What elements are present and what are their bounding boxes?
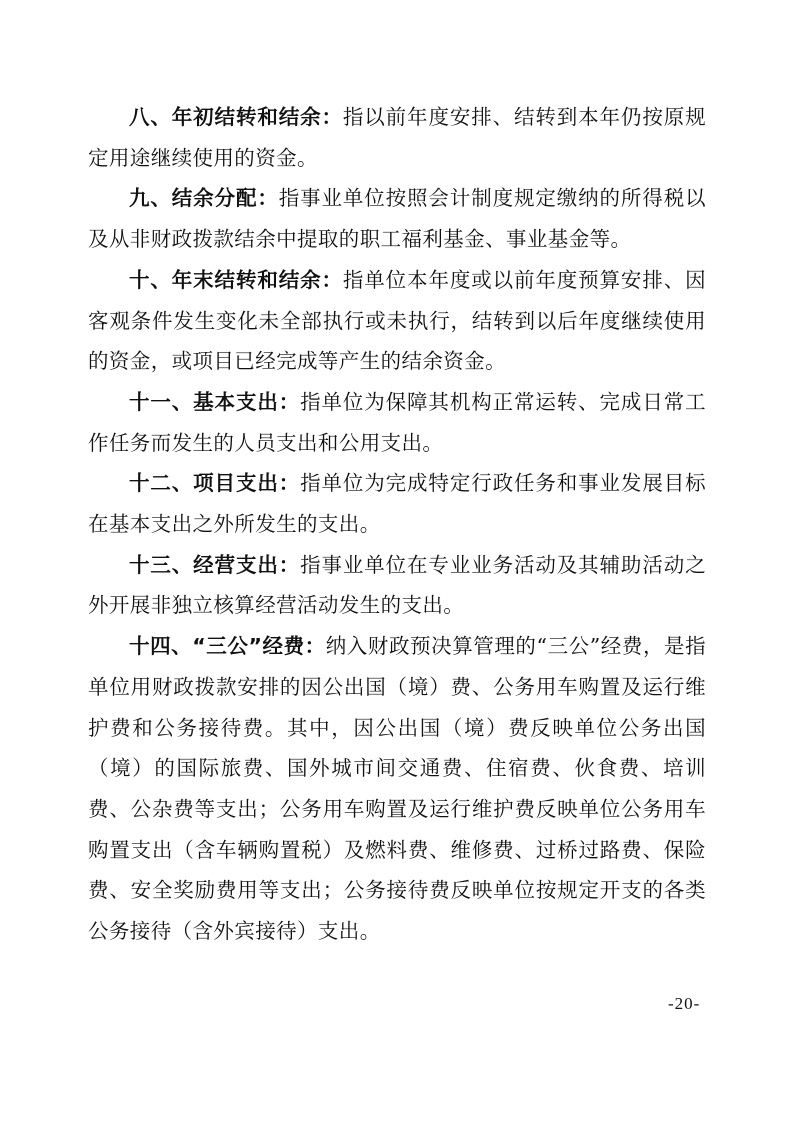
term-definition: 指以前年度安排、结转到本年仍按原规定用途继续使用的资金。 bbox=[88, 105, 706, 170]
term-heading: 十四、“三公”经费： bbox=[129, 634, 326, 659]
page-number: -20- bbox=[668, 994, 701, 1013]
term-heading: 九、结余分配： bbox=[129, 186, 279, 211]
term-heading: 八、年初结转和结余： bbox=[129, 105, 343, 129]
term-definition: 纳入财政预决算管理的“三公”经费，是指单位用财政拨款安排的因公出国（境）费、公务用车购置及运行维护费和公务接待费。其中，因公出国（境）费反映单位公务出国（境）的国际旅费、国外城市间交通费、住宿费、伙食费、培训费、公杂费等支出；公务用车购置及运行维护费反映单位公务用车购置支出（含车辆购置税）及燃料费、维修费、过桥过路费、保险费、安全奖励费用等支出；公务接待费反映单位按规定开支的各类公务接待（含外宾接待）支出。 bbox=[88, 634, 706, 944]
term-heading: 十三、经营支出： bbox=[129, 552, 301, 577]
paragraph-operating-expenditure bbox=[88, 545, 706, 626]
term-definition: 指事业单位在专业业务活动及其辅助活动之外开展非独立核算经营活动发生的支出。 bbox=[88, 552, 706, 618]
paragraph-project-expenditure bbox=[88, 463, 706, 544]
paragraph-three-public-expenses bbox=[88, 626, 706, 952]
term-definition: 指单位为完成特定行政任务和事业发展目标在基本支出之外所发生的支出。 bbox=[88, 471, 706, 537]
term-definition: 指单位本年度或以前年度预算安排、因客观条件发生变化未全部执行或未执行，结转到以后年度继续使用的资金，或项目已经完成等产生的结余资金。 bbox=[88, 267, 706, 374]
term-definition: 指事业单位按照会计制度规定缴纳的所得税以及从非财政拨款结余中提取的职工福利基金、事业基金等。 bbox=[88, 186, 706, 252]
term-heading: 十一、基本支出： bbox=[129, 389, 301, 414]
term-heading: 十二、项目支出： bbox=[129, 471, 301, 496]
term-heading: 十、年末结转和结余： bbox=[129, 267, 343, 292]
document-body bbox=[88, 97, 706, 952]
term-definition: 指单位为保障其机构正常运转、完成日常工作任务而发生的人员支出和公用支出。 bbox=[88, 389, 706, 455]
paragraph-year-end-carryover bbox=[88, 260, 706, 382]
paragraph-year-start-carryover bbox=[88, 97, 706, 178]
paragraph-surplus-distribution bbox=[88, 178, 706, 259]
paragraph-basic-expenditure bbox=[88, 382, 706, 463]
